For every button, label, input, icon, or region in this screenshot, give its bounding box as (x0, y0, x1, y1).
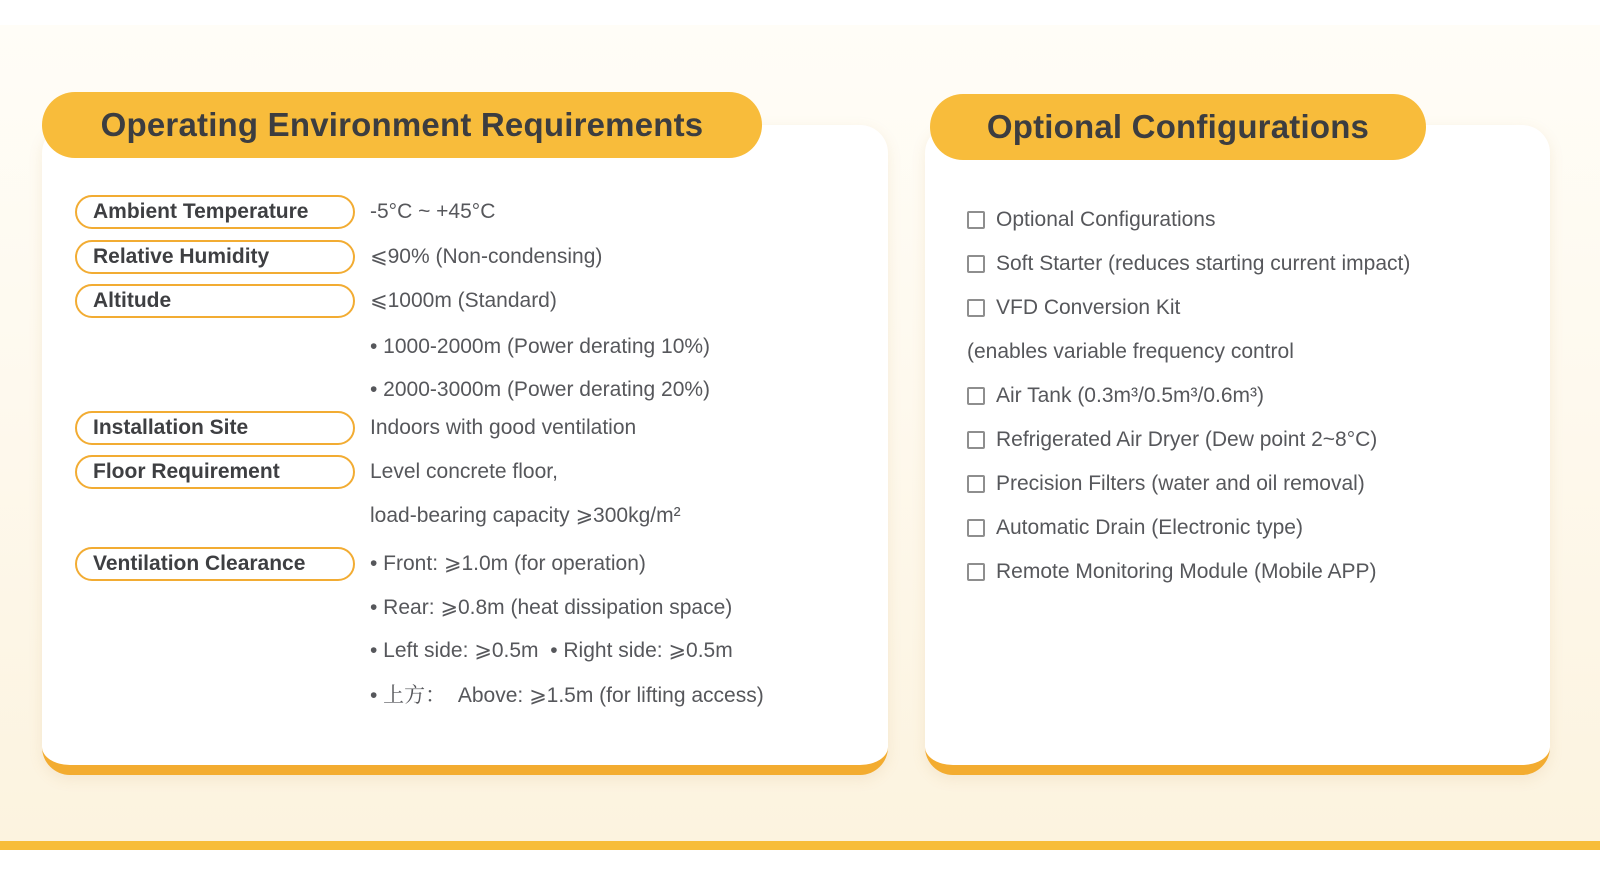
spec-value: -5°C ~ +45°C (370, 200, 496, 223)
optional-configurations-card (925, 125, 1550, 775)
checklist-row (967, 249, 1410, 279)
checklist-row (967, 513, 1303, 543)
spec-label-pill: Relative Humidity (75, 240, 355, 274)
spec-value: ⩽90% (Non-condensing) (370, 245, 603, 268)
spec-label-pill: Installation Site (75, 411, 355, 445)
optional-configurations-title: Optional Configurations (930, 94, 1426, 160)
checkbox[interactable] (967, 387, 985, 405)
checklist-label: (enables variable frequency control (967, 340, 1294, 363)
checklist-row (967, 557, 1377, 587)
checklist-label: Refrigerated Air Dryer (Dew point 2~8°C) (996, 428, 1378, 451)
checklist-label: Soft Starter (reduces starting current impact) (996, 252, 1411, 275)
checklist-label: Optional Configurations (996, 208, 1216, 231)
checkbox[interactable] (967, 211, 985, 229)
checklist-label: VFD Conversion Kit (996, 296, 1181, 319)
spec-label-pill: Ambient Temperature (75, 195, 355, 229)
checklist-row (967, 293, 1180, 323)
spec-value: Level concrete floor, (370, 460, 558, 483)
spec-value: Indoors with good ventilation (370, 416, 637, 439)
spec-value: ⩽1000m (Standard) (370, 289, 557, 312)
checkbox[interactable] (967, 255, 985, 273)
operating-environment-card (42, 125, 888, 775)
checklist-row-continuation (967, 337, 1294, 367)
checklist-row (967, 469, 1365, 499)
checklist-label: Automatic Drain (Electronic type) (996, 516, 1303, 539)
checklist-row (967, 205, 1215, 235)
checklist-row (967, 381, 1264, 411)
spec-label-pill: Altitude (75, 284, 355, 318)
spec-value: • Front: ⩾1.0m (for operation) (370, 552, 646, 575)
spec-value: • 2000-3000m (Power derating 20%) (370, 378, 711, 401)
bottom-accent-bar (0, 841, 1600, 850)
checkbox[interactable] (967, 563, 985, 581)
checkbox[interactable] (967, 519, 985, 537)
checklist-label: Air Tank (0.3m³/0.5m³/0.6m³) (996, 384, 1265, 407)
checkbox[interactable] (967, 431, 985, 449)
spec-label-pill: Floor Requirement (75, 455, 355, 489)
checklist-row (967, 425, 1377, 455)
operating-environment-title: Operating Environment Requirements (42, 92, 762, 158)
spec-label-pill: Ventilation Clearance (75, 547, 355, 581)
spec-value: • Rear: ⩾0.8m (heat dissipation space) (370, 596, 733, 619)
checkbox[interactable] (967, 475, 985, 493)
checklist-label: Remote Monitoring Module (Mobile APP) (996, 560, 1377, 583)
checkbox[interactable] (967, 299, 985, 317)
checklist-label: Precision Filters (water and oil removal) (996, 472, 1365, 495)
spec-value: • 上方： Above: ⩾1.5m (for lifting access) (370, 684, 764, 707)
spec-value: load-bearing capacity ⩾300kg/m² (370, 504, 681, 527)
spec-value: • 1000-2000m (Power derating 10%) (370, 335, 711, 358)
spec-value: • Left side: ⩾0.5m • Right side: ⩾0.5m (370, 639, 733, 662)
